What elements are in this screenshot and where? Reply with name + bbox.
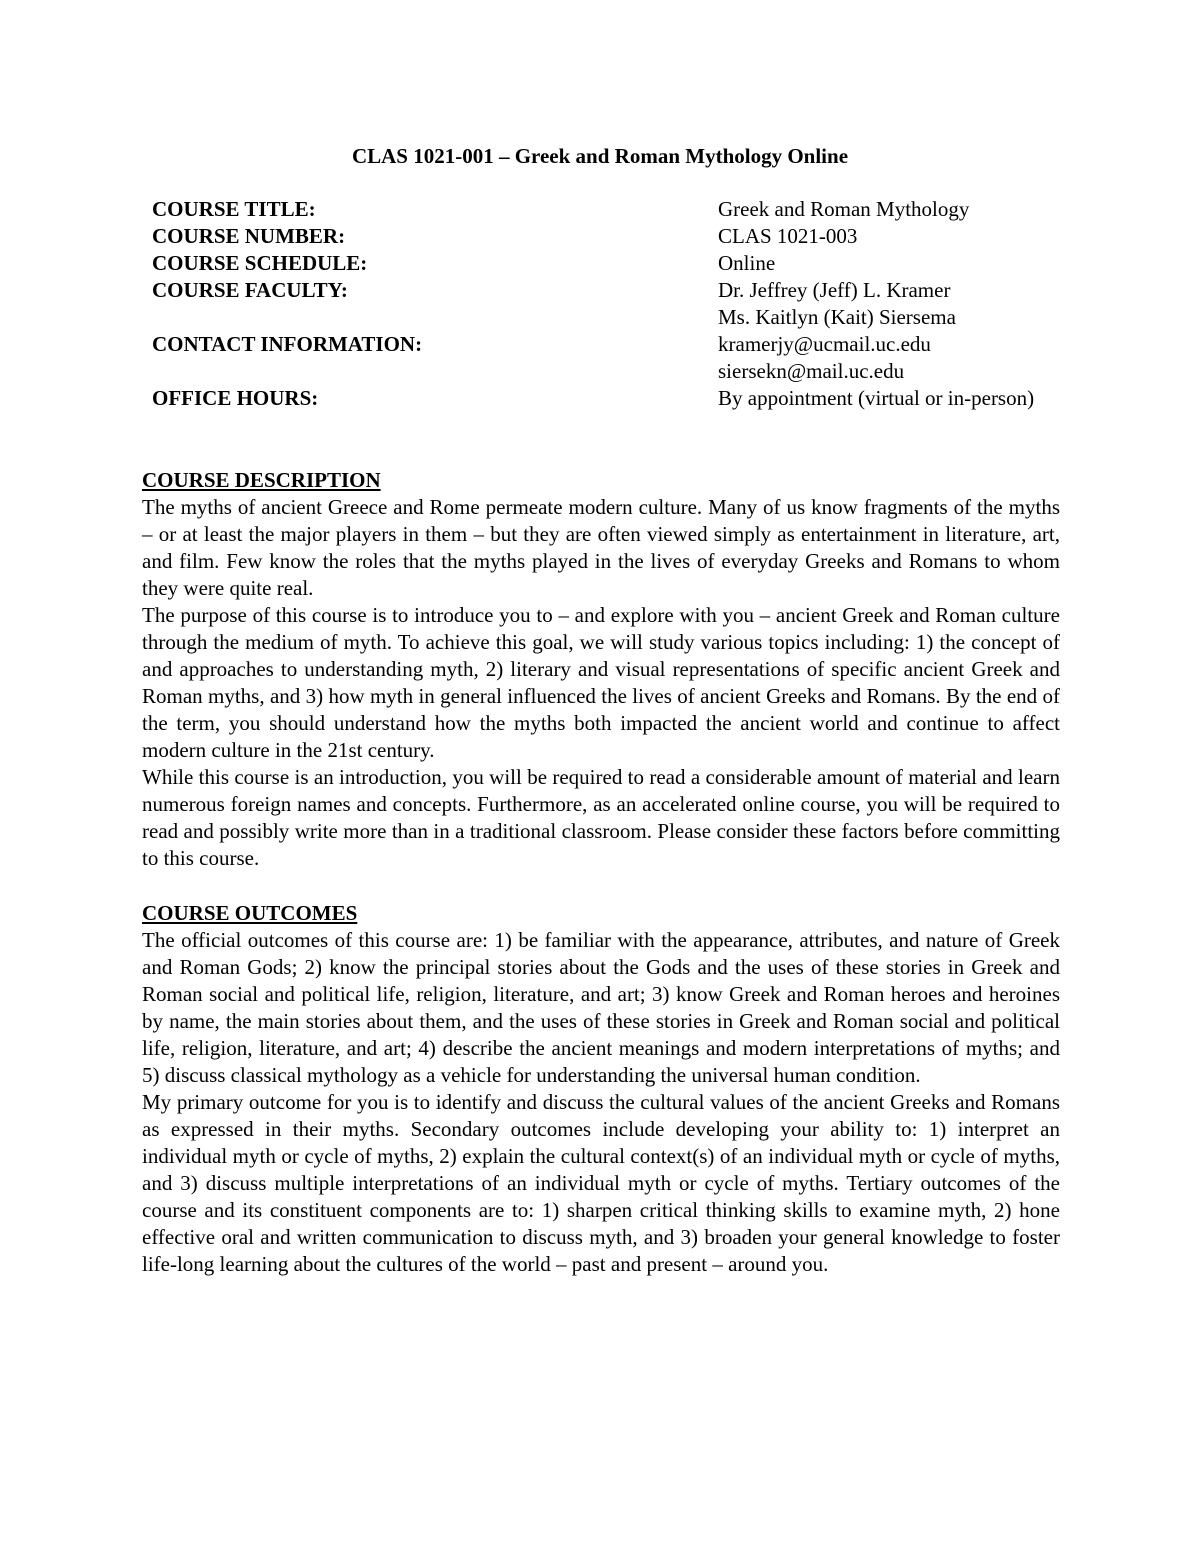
description-paragraph-3: While this course is an introduction, you will be required to read a considerable amount of material and learn numerous foreign names and concepts. Furthermore, as an accelerated online course, you will be required to read and possibly write more than in a traditional classroom. Please consider these factors before committing to this course.	[142, 765, 1060, 870]
faculty-name-2: Ms. Kaitlyn (Kait) Siersema	[718, 305, 956, 329]
office-hours-value: By appointment (virtual or in-person)	[718, 386, 1035, 410]
description-paragraph-2: The purpose of this course is to introduce you to – and explore with you – ancient Greek and Roman culture through the medium of myth. To achieve this goal, we will study various topics including: 1) the concept of and approaches to understanding myth, 2) literary and visual representations of specific ancient Greek and Roman myths, and 3) how myth in general influenced the lives of ancient Greeks and Romans. By the end of the term, you should understand how the myths both impacted the ancient world and continue to affect modern culture in the 21st century.	[142, 603, 1060, 762]
course-number-row	[152, 223, 1058, 250]
office-hours-row	[152, 385, 1058, 412]
description-paragraph-1: The myths of ancient Greece and Rome permeate modern culture. Many of us know fragments of the myths – or at least the major players in them – but they are often viewed simply as entertainment in literature, art, and film. Few know the roles that the myths played in the lives of everyday Greeks and Romans to whom they were quite real.	[142, 495, 1060, 600]
course-title-value: Greek and Roman Mythology	[718, 197, 970, 221]
contact-email-2: siersekn@mail.uc.edu	[718, 359, 905, 383]
contact-row	[152, 331, 1058, 385]
office-hours-label: OFFICE HOURS:	[152, 386, 319, 410]
document-title: CLAS 1021-001 – Greek and Roman Mythology Online	[351, 144, 849, 168]
course-schedule-value: Online	[718, 251, 776, 275]
outcomes-paragraph-1: The official outcomes of this course are: 1) be familiar with the appearance, attributes, and nature of Greek and Roman Gods; 2) know the principal stories about the Gods and the uses of these stories in Greek and Roman social and political life, religion, literature, and art; 3) know Greek and Roman heroes and heroines by name, the main stories about them, and the uses of these stories in Greek and Roman social and political life, religion, literature, and art; 4) describe the ancient meanings and modern interpretations of myths; and 5) discuss classical mythology as a vehicle for understanding the universal human condition.	[142, 928, 1060, 1087]
course-outcomes-heading: COURSE OUTCOMES	[142, 901, 358, 925]
course-title-row	[152, 196, 1058, 223]
course-info-block	[152, 196, 1058, 412]
course-description-section	[142, 467, 1060, 872]
outcomes-paragraph-2: My primary outcome for you is to identify and discuss the cultural values of the ancient Greeks and Romans as expressed in their myths. Secondary outcomes include developing your ability to: 1) interpret an individual myth or cycle of myths, 2) explain the cultural context(s) of an individual myth or cycle of myths, and 3) discuss multiple interpretations of an individual myth or cycle of myths. Tertiary outcomes of the course and its constituent components are to: 1) sharpen critical thinking skills to examine myth, 2) hone effective oral and written communication to discuss myth, and 3) broaden your general knowledge to foster life-long learning about the cultures of the world – past and present – around you.	[142, 1090, 1060, 1276]
course-outcomes-section	[142, 900, 1060, 1278]
contact-label: CONTACT INFORMATION:	[152, 332, 423, 356]
contact-value	[718, 331, 1058, 385]
course-faculty-row	[152, 277, 1058, 331]
course-faculty-value	[718, 277, 1058, 331]
course-number-label: COURSE NUMBER:	[152, 224, 346, 248]
course-description-heading: COURSE DESCRIPTION	[142, 468, 381, 492]
course-schedule-label: COURSE SCHEDULE:	[152, 251, 368, 275]
course-faculty-label: COURSE FACULTY:	[152, 278, 348, 302]
course-schedule-row	[152, 250, 1058, 277]
contact-email-1: kramerjy@ucmail.uc.edu	[718, 332, 931, 356]
course-title-label: COURSE TITLE:	[152, 197, 316, 221]
course-number-value: CLAS 1021-003	[718, 224, 858, 248]
faculty-name-1: Dr. Jeffrey (Jeff) L. Kramer	[718, 278, 951, 302]
